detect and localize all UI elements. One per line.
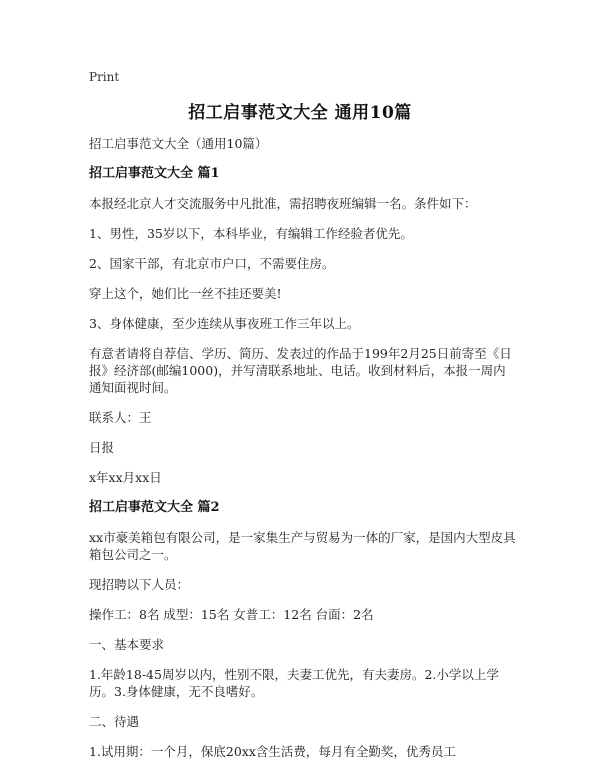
paragraph: 现招聘以下人员：	[89, 577, 190, 592]
document-content	[89, 135, 517, 772]
paragraph: 一、基本要求	[89, 637, 165, 652]
page-title: 招工启事范文大全 通用10篇	[188, 103, 412, 123]
section-1-heading: 招工启事范文大全 篇1	[89, 166, 220, 181]
section-2-heading: 招工启事范文大全 篇2	[89, 500, 220, 515]
paragraph: 1.年龄18-45周岁以内，性别不限，夫妻工优先，有夫妻房。2.小学以上学历。3.身体健康，无不良嗜好。	[89, 667, 499, 699]
paragraph: 3、身体健康，至少连续从事夜班工作三年以上。	[89, 316, 360, 331]
paragraph: 1、男性，35岁以下，本科毕业，有编辑工作经验者优先。	[89, 226, 413, 241]
paragraph: 联系人：王	[89, 410, 152, 425]
paragraph: 1.试用期：一个月，保底20xx含生活费，每月有全勤奖，优秀员工	[89, 744, 456, 759]
print-label: Print	[89, 70, 120, 84]
paragraph: 2、国家干部，有北京市户口，不需要住房。	[89, 256, 335, 271]
paragraph: 二、待遇	[89, 714, 140, 729]
paragraph: xx市豪美箱包有限公司，是一家集生产与贸易为一体的厂家，是国内大型皮具箱包公司之一。	[89, 530, 516, 562]
paragraph: 日报	[89, 440, 115, 455]
paragraph: 本报经北京人才交流服务中凡批准，需招聘夜班编辑一名。条件如下：	[89, 196, 477, 211]
paragraph: x年xx月xx日	[89, 470, 162, 485]
paragraph: 有意者请将自荐信、学历、简历、发表过的作品于199年2月25日前寄至《日报》经济部(邮编1000)，并写清联系地址、电话。收到材料后，本报一周内通知面视时间。	[89, 346, 512, 395]
paragraph: 操作工：8名 成型：15名 女普工：12名 台面：2名	[89, 607, 374, 622]
paragraph: 穿上这个，她们比一丝不挂还要美!	[89, 286, 282, 301]
intro-text: 招工启事范文大全（通用10篇）	[89, 136, 268, 151]
